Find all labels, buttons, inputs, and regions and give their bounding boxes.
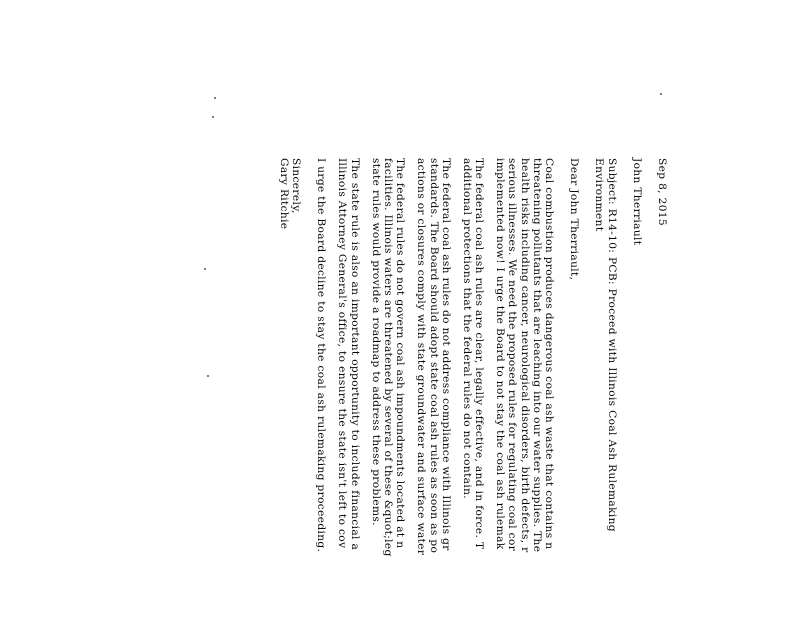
spacer [327, 158, 336, 618]
paragraph-line: The federal rules do not govern coal ash impoundments located at n [394, 158, 407, 549]
paragraph-line: additional protections that the federal rules do not contain. [460, 158, 473, 499]
letter-salutation: Dear John Therriault, [568, 158, 581, 281]
paragraph-line: facilities. Illinois waters are threatened by several of these &quot;leg [382, 158, 394, 557]
letter-subject: Environment [593, 158, 606, 232]
paragraph-line: state rules would provide a roadmap to address these problems. [369, 158, 382, 526]
paragraph-line: standards. The Board should adopt state coal ash rules as soon as po [427, 158, 440, 554]
spacer [361, 158, 370, 618]
letter-paragraph [415, 158, 452, 618]
paragraph-line: The state rule is also an important opportunity to include financial a [348, 158, 361, 551]
letter-date: Sep 8, 2015 [656, 158, 668, 226]
paragraph-line: actions or closures comply with state groundwater and surface water [415, 158, 428, 556]
paragraph-line: The federal coal ash rules are clear, legally effective, and in force. T [473, 158, 486, 550]
letter-subject: Subject: R14-10: PCB: Proceed with Illinois Coal Ash Rulemaking [605, 158, 618, 532]
paragraph-line: threatening pollutants that are leaching into our water supplies. The [530, 158, 543, 553]
paragraph-line: Illinois Attorney General's office, to ensure the state isn't left to cov [336, 158, 349, 549]
spacer [406, 158, 415, 618]
paragraph-line: The federal coal ash rules do not address compliance with Illinois gr [439, 158, 452, 551]
paragraph-line: health risks including cancer, neurological disorders, birth defects, r [518, 158, 531, 553]
letter-paragraph [370, 158, 407, 618]
spacer [643, 158, 656, 618]
spacer [302, 158, 315, 618]
spacer [618, 158, 631, 618]
paragraph-line: I urge the Board decline to stay the coal ash rulemaking proceeding. [315, 158, 328, 553]
scan-speck [207, 375, 209, 377]
letter-paragraph [315, 158, 327, 618]
letter-closing: Sincerely, [290, 158, 303, 214]
letter-signature: Gary Ritchie [277, 158, 290, 230]
paragraph-line: serious illnesses. We need the proposed rules for regulating coal cor [506, 158, 519, 552]
letter-paragraph [461, 158, 485, 618]
letter-paragraph [336, 158, 360, 618]
spacer [485, 158, 494, 618]
spacer [555, 158, 568, 618]
spacer [452, 158, 461, 618]
scan-speck [212, 116, 214, 118]
scan-speck [660, 93, 662, 95]
scan-speck [214, 97, 216, 99]
letter-body [278, 158, 668, 618]
spacer [580, 158, 593, 618]
paragraph-line: implemented now! I urge the Board to not stay the coal ash rulemak [494, 158, 507, 550]
paragraph-line: Coal combustion produces dangerous coal ash waste that contains n [543, 158, 556, 550]
scan-speck [204, 268, 206, 270]
letter-paragraph [494, 158, 555, 618]
letter-recipient: John Therriault [630, 158, 643, 246]
